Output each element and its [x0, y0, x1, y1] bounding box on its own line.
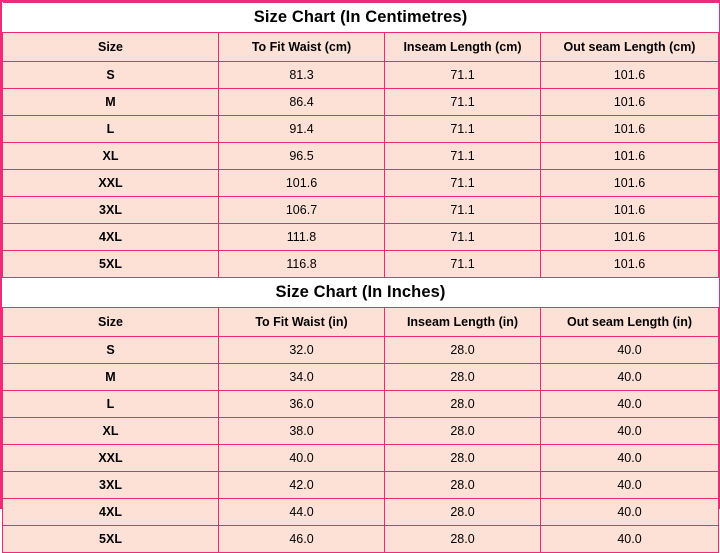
table-row: [3, 224, 719, 251]
cell-outseam: 101.6: [541, 143, 719, 170]
cell-outseam: 40.0: [541, 445, 719, 472]
cell-size: 3XL: [3, 197, 219, 224]
cell-inseam: 71.1: [385, 251, 541, 278]
cell-outseam: 101.6: [541, 251, 719, 278]
cell-waist: 81.3: [219, 62, 385, 89]
cell-waist: 38.0: [219, 418, 385, 445]
cell-inseam: 28.0: [385, 499, 541, 526]
cell-size: 5XL: [3, 251, 219, 278]
cell-outseam: 40.0: [541, 364, 719, 391]
cell-size: 3XL: [3, 472, 219, 499]
table-row: [3, 116, 719, 143]
table-row: [3, 62, 719, 89]
section-title-row: [3, 3, 719, 33]
cell-outseam: 40.0: [541, 337, 719, 364]
cell-inseam: 71.1: [385, 170, 541, 197]
column-header-waist: To Fit Waist (cm): [219, 33, 385, 62]
cell-size: L: [3, 116, 219, 143]
cell-outseam: 101.6: [541, 197, 719, 224]
cell-inseam: 28.0: [385, 418, 541, 445]
size-chart-table: [2, 2, 719, 553]
cell-waist: 111.8: [219, 224, 385, 251]
cell-waist: 42.0: [219, 472, 385, 499]
cell-size: 4XL: [3, 499, 219, 526]
cell-size: 4XL: [3, 224, 219, 251]
column-header-row: [3, 308, 719, 337]
cell-size: XXL: [3, 445, 219, 472]
cell-size: M: [3, 364, 219, 391]
table-row: [3, 472, 719, 499]
table-row: [3, 337, 719, 364]
cell-outseam: 40.0: [541, 391, 719, 418]
section-title: Size Chart (In Inches): [3, 278, 719, 308]
cell-size: XXL: [3, 170, 219, 197]
table-row: [3, 89, 719, 116]
column-header-inseam: Inseam Length (cm): [385, 33, 541, 62]
cell-size: 5XL: [3, 526, 219, 553]
cell-inseam: 71.1: [385, 197, 541, 224]
column-header-outseam: Out seam Length (in): [541, 308, 719, 337]
cell-inseam: 71.1: [385, 89, 541, 116]
table-row: [3, 499, 719, 526]
cell-outseam: 101.6: [541, 170, 719, 197]
column-header-row: [3, 33, 719, 62]
cell-inseam: 28.0: [385, 337, 541, 364]
cell-inseam: 28.0: [385, 445, 541, 472]
cell-inseam: 71.1: [385, 116, 541, 143]
cell-outseam: 40.0: [541, 499, 719, 526]
table-row: [3, 364, 719, 391]
cell-outseam: 40.0: [541, 472, 719, 499]
cell-waist: 36.0: [219, 391, 385, 418]
cell-size: S: [3, 62, 219, 89]
cell-waist: 34.0: [219, 364, 385, 391]
table-row: [3, 418, 719, 445]
column-header-size: Size: [3, 33, 219, 62]
cell-inseam: 28.0: [385, 472, 541, 499]
cell-outseam: 101.6: [541, 224, 719, 251]
cell-inseam: 71.1: [385, 62, 541, 89]
cell-outseam: 101.6: [541, 62, 719, 89]
cell-inseam: 71.1: [385, 224, 541, 251]
table-row: [3, 143, 719, 170]
cell-waist: 46.0: [219, 526, 385, 553]
column-header-waist: To Fit Waist (in): [219, 308, 385, 337]
cell-size: XL: [3, 143, 219, 170]
table-row: [3, 445, 719, 472]
table-row: [3, 251, 719, 278]
cell-waist: 96.5: [219, 143, 385, 170]
cell-size: XL: [3, 418, 219, 445]
cell-waist: 86.4: [219, 89, 385, 116]
cell-inseam: 28.0: [385, 526, 541, 553]
column-header-outseam: Out seam Length (cm): [541, 33, 719, 62]
cell-waist: 101.6: [219, 170, 385, 197]
column-header-size: Size: [3, 308, 219, 337]
cell-outseam: 40.0: [541, 418, 719, 445]
cell-inseam: 28.0: [385, 364, 541, 391]
table-row: [3, 391, 719, 418]
cell-waist: 32.0: [219, 337, 385, 364]
column-header-inseam: Inseam Length (in): [385, 308, 541, 337]
cell-size: M: [3, 89, 219, 116]
cell-waist: 116.8: [219, 251, 385, 278]
cell-size: S: [3, 337, 219, 364]
table-row: [3, 170, 719, 197]
table-row: [3, 526, 719, 553]
cell-waist: 106.7: [219, 197, 385, 224]
section-title: Size Chart (In Centimetres): [3, 3, 719, 33]
cell-inseam: 28.0: [385, 391, 541, 418]
cell-waist: 40.0: [219, 445, 385, 472]
cell-inseam: 71.1: [385, 143, 541, 170]
cell-outseam: 101.6: [541, 89, 719, 116]
table-row: [3, 197, 719, 224]
cell-outseam: 101.6: [541, 116, 719, 143]
cell-outseam: 40.0: [541, 526, 719, 553]
cell-size: L: [3, 391, 219, 418]
section-title-row: [3, 278, 719, 308]
cell-waist: 44.0: [219, 499, 385, 526]
cell-waist: 91.4: [219, 116, 385, 143]
